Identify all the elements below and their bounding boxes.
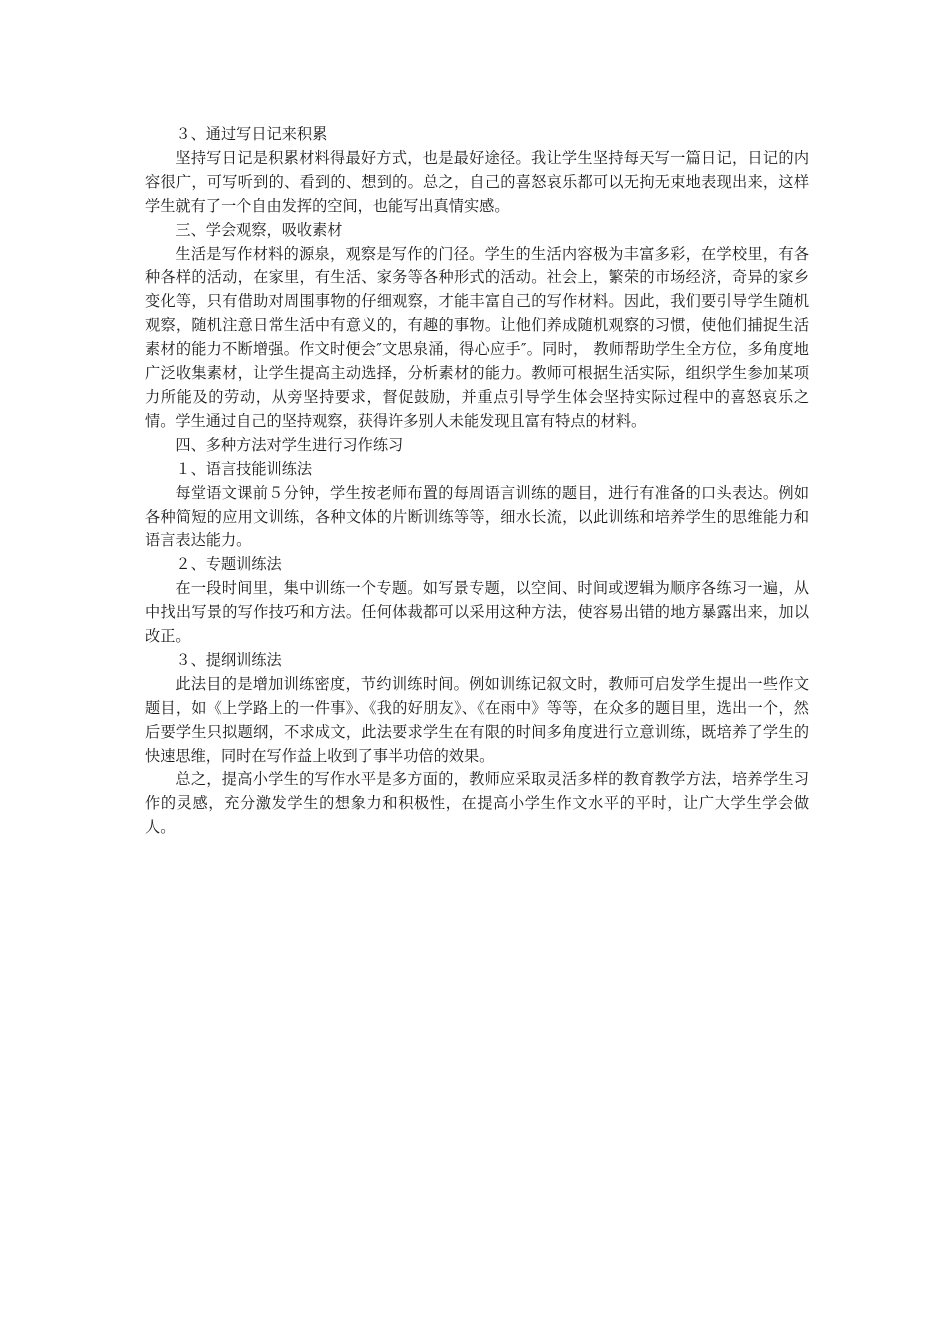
document-body	[145, 123, 809, 840]
paragraph-topic-training: 在一段时间里，集中训练一个专题。如写景专题，以空间、时间或逻辑为顺序各练习一遍，从中找出写景的写作技巧和方法。任何体裁都可以采用这种方法，使容易出错的地方暴露出来，加以改正。	[145, 579, 809, 646]
paragraph-observe: 生活是写作材料的源泉，观察是写作的门径。学生的生活内容极为丰富多彩，在学校里，有各种各样的活动，在家里，有生活、家务等各种形式的活动。社会上，繁荣的市场经济，奇异的家乡变化等，只有借助对周围事物的仔细观察，才能丰富自己的写作材料。因此，我们要引导学生随机观察，随机注意日常生活中有意义的，有趣的事物。让他们养成随机观察的习惯，使他们捕捉生活素材的能力不断增强。作文时便会″文思泉涌，得心应手″。同时， 教师帮助学生全方位，多角度地广泛收集素材，让学生提高主动选择，分析素材的能力。教师可根据生活实际，组织学生参加某项力所能及的劳动，从旁坚持要求，督促鼓励，并重点引导学生体会坚持实际过程中的喜怒哀乐之情。学生通过自己的坚持观察，获得许多别人未能发现且富有特点的材料。	[145, 244, 809, 430]
subheading-language-skills: １、语言技能训练法	[175, 459, 313, 478]
subheading-topic-training: ２、专题训练法	[175, 555, 282, 574]
paragraph-conclusion: 总之，提高小学生的写作水平是多方面的，教师应采取灵活多样的教育教学方法，培养学生习作的灵感，充分激发学生的想象力和积极性，在提高小学生作文水平的平时，让广大学生学会做人。	[145, 770, 809, 837]
section-heading-observe: 三、学会观察，吸收素材	[175, 220, 343, 239]
paragraph-language-skills: 每堂语文课前５分钟，学生按老师布置的每周语言训练的题目，进行有准备的口头表达。例如各种简短的应用文训练，各种文体的片断训练等等，细水长流，以此训练和培养学生的思维能力和语言表达能力。	[145, 483, 809, 550]
section-heading-practice: 四、多种方法对学生进行习作练习	[175, 435, 404, 454]
subheading-outline-training: ３、提纲训练法	[175, 650, 282, 669]
paragraph-diary: 坚持写日记是积累材料得最好方式，也是最好途径。我让学生坚持每天写一篇日记，日记的内容很广，可写听到的、看到的、想到的。总之，自己的喜怒哀乐都可以无拘无束地表现出来，这样学生就有了一个自由发挥的空间，也能写出真情实感。	[145, 148, 809, 215]
subheading-diary: ３、通过写日记来积累	[175, 125, 328, 143]
paragraph-outline-training: 此法目的是增加训练密度，节约训练时间。例如训练记叙文时，教师可启发学生提出一些作文题目，如《上学路上的一件事》、《我的好朋友》、《在雨中》等等，在众多的题目里，选出一个，然后要学生只拟题纲，不求成文，此法要求学生在有限的时间多角度进行立意训练，既培养了学生的快速思维，同时在写作益上收到了事半功倍的效果。	[145, 674, 809, 765]
